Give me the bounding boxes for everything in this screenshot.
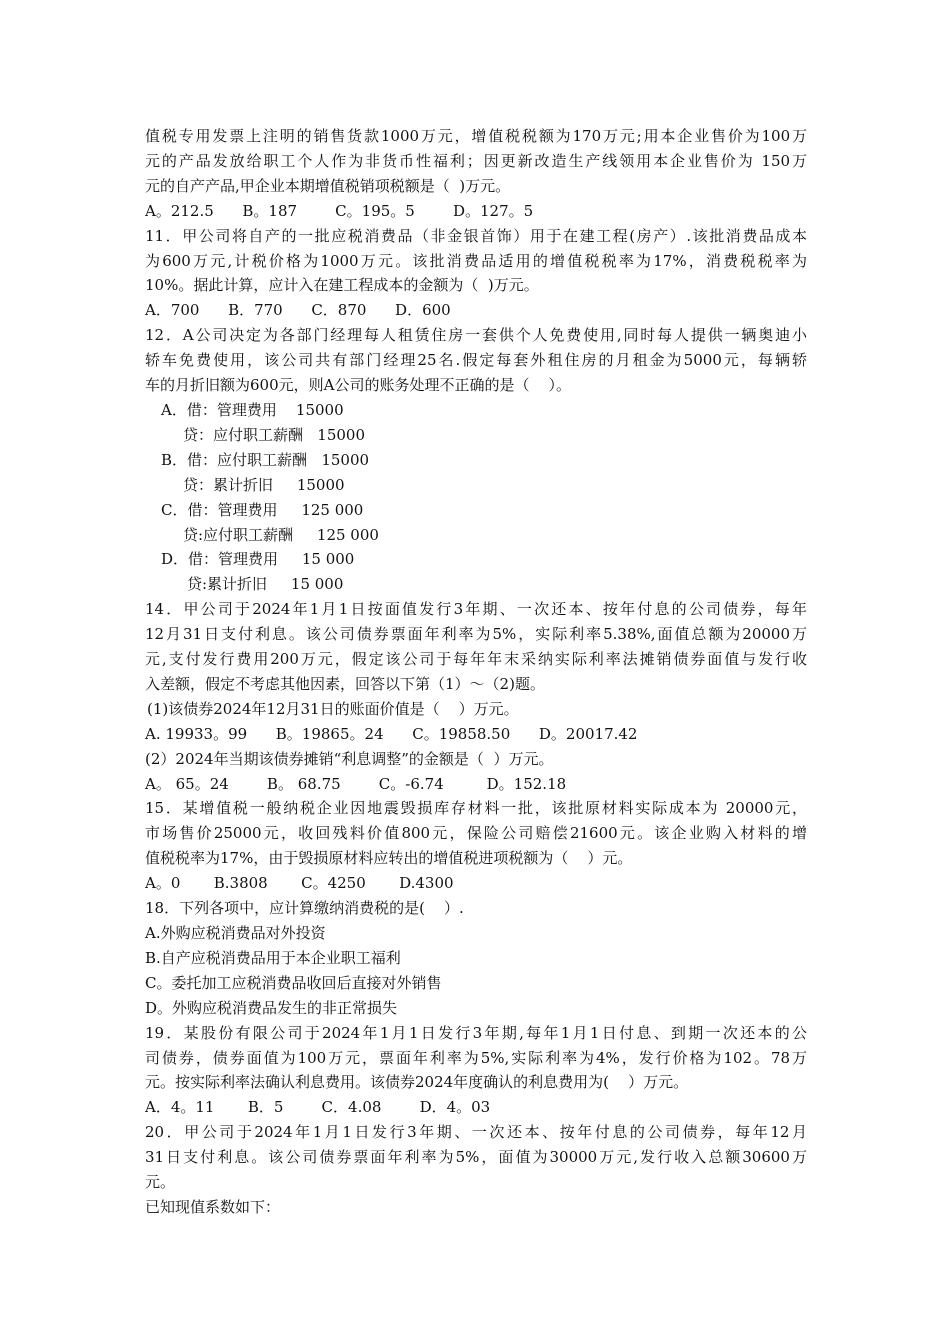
text-line: 15．某增值税一般纳税企业因地震毁损库存材料一批，该批原材料实际成本为 20000元，: [145, 799, 807, 818]
text-line: A。0 B.3808 C。4250 D.4300: [145, 874, 454, 893]
text-line: 元。按实际利率法确认利息费用。该债券2024年度确认的利息费用为( ）万元。: [145, 1073, 689, 1092]
text-line: C。委托加工应税消费品收回后直接对外销售: [145, 973, 442, 992]
text-line: 车的月折旧额为600元，则A公司的账务处理不正确的是（ ）。: [145, 376, 572, 395]
text-line: 入差额，假定不考虑其他因素，回答以下第（1）～（2)题。: [145, 674, 545, 693]
text-line: A．4。11 B．5 C．4.08 D．4。03: [145, 1098, 491, 1117]
text-line: 元。: [145, 1173, 176, 1192]
text-line: A. 19933。99 B。19865。24 C。19858.50 D。20017.42: [145, 724, 638, 743]
text-line: 19．某股份有限公司于2024年1月1日发行3年期,每年1月1日付息、到期一次还本的公: [145, 1023, 807, 1042]
text-line: 20．甲公司于2024年1月1日发行3年期、一次还本、按年付息的公司债券，每年12月: [145, 1123, 807, 1142]
text-line: 10%。据此计算，应计入在建工程成本的金额为（ )万元。: [145, 276, 539, 295]
text-line: 11．甲公司将自产的一批应税消费品（非金银首饰）用于在建工程(房产）.该批消费品成本: [145, 226, 807, 245]
text-line: 贷：累计折旧 15000: [183, 475, 345, 494]
text-line: B．借：应付职工薪酬 15000: [161, 450, 370, 469]
text-line: 市场售价25000元，收回残料价值800元，保险公司赔偿21600元。该企业购入材料的增: [145, 824, 807, 843]
text-line: 14．甲公司于2024年1月1日按面值发行3年期、一次还本、按年付息的公司债券，每年: [145, 600, 807, 619]
text-line: 为600万元,计税价格为1000万元。该批消费品适用的增值税税率为17%，消费税税率为: [145, 251, 807, 270]
text-line: 31日支付利息。该公司债券票面年利率为5%，面值为30000万元,发行收入总额30600万: [145, 1148, 807, 1167]
text-line: 元的产品发放给职工个人作为非货币性福利；因更新改造生产线领用本企业售价为 150万: [145, 151, 807, 170]
text-line: (2）2024年当期该债券摊销“利息调整”的金额是（ ）万元。: [145, 749, 554, 768]
text-line: 元的自产产品,甲企业本期增值税销项税额是（ )万元。: [145, 176, 511, 195]
text-line: A．700 B．770 C．870 D．600: [145, 301, 451, 320]
text-line: D．借：管理费用 15 000: [161, 550, 355, 569]
text-line: 元,支付发行费用200万元，假定该公司于每年年末采纳实际利率法摊销债券面值与发行收: [145, 650, 807, 669]
text-line: 贷：应付职工薪酬 15000: [183, 425, 366, 444]
text-line: 12月31日支付利息。该公司债券票面年利率为5%，实际利率5.38%,面值总额为20000万: [145, 625, 807, 644]
text-line: 值税税率为17%，由于毁损原材料应转出的增值税进项税额为（ ）元。: [145, 849, 633, 868]
text-line: A。 65。24 B。 68.75 C。-6.74 D。152.18: [145, 774, 567, 793]
text-line: A.外购应税消费品对外投资: [145, 924, 326, 942]
text-line: 贷:累计折旧 15 000: [187, 575, 344, 594]
text-line: C．借：管理费用 125 000: [161, 500, 364, 519]
text-line: 司债券，债券面值为100万元，票面年利率为5%,实际利率为4%，发行价格为102。78万: [145, 1048, 807, 1067]
text-line: 值税专用发票上注明的销售货款1000万元，增值税税额为170万元;用本企业售价为100万: [145, 127, 807, 145]
text-line: B.自产应税消费品用于本企业职工福利: [145, 948, 401, 967]
text-line: (1)该债券2024年12月31日的账面价值是（ ）万元。: [147, 699, 519, 718]
text-line: 贷:应付职工薪酬 125 000: [183, 525, 379, 544]
text-line: 18．下列各项中，应计算缴纳消费税的是( ）.: [145, 899, 464, 918]
text-line: 12．A公司决定为各部门经理每人租赁住房一套供个人免费使用,同时每人提供一辆奥迪小: [145, 326, 807, 345]
text-line: D。外购应税消费品发生的非正常损失: [145, 998, 398, 1017]
text-line: 轿车免费使用，该公司共有部门经理25名.假定每套外租住房的月租金为5000元，每辆轿: [145, 351, 807, 370]
text-line: 已知现值系数如下：: [145, 1197, 281, 1216]
document-page: [145, 124, 807, 1220]
text-line: A。212.5 B。187 C。195。5 D。127。5: [145, 201, 534, 220]
text-line: A．借：管理费用 15000: [161, 400, 344, 419]
